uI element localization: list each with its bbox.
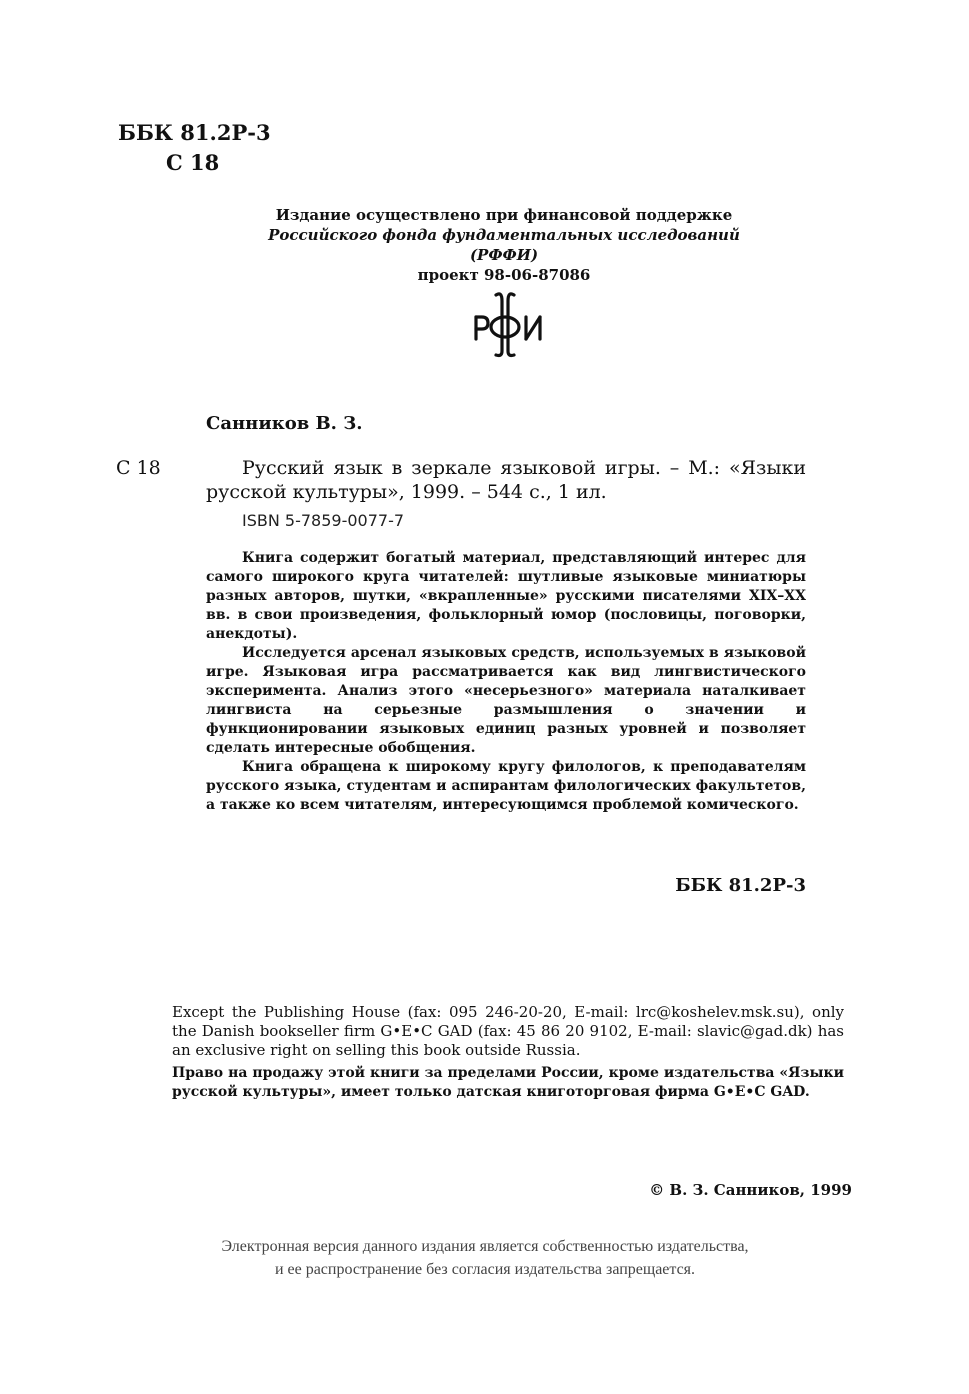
notice-line: Электронная версия данного издания является собственностью издательства,: [221, 1238, 749, 1255]
distribution-rights: [172, 1003, 844, 1106]
author-name: Санников В. З.: [206, 413, 363, 434]
funding-notice: [200, 205, 808, 285]
annotation-paragraph: Книга содержит богатый материал, представляющий интерес для самого широкого круга читателей: шутливые языковые миниатюры разных авторов, шутки, «вкрапленные» русскими писателями XIX–XX вв. в свои произведения, фольклорный юмор (пословицы, поговорки, анекдоты).: [206, 550, 806, 642]
annotation-paragraph: Книга обращена к широкому кругу филологов, к преподавателям русского языка, студентам и аспирантам филологических факультетов, а также ко всем читателям, интересующимся проблемой комического.: [206, 759, 806, 813]
rights-english: Except the Publishing House (fax: 095 246-20-20, E-mail: lrc@koshelev.msk.su), only the Danish bookseller firm G•E•C GAD (fax: 45 86 20 9102, E-mail: slavic@gad.dk) has an exclusive right on selling this book outside Russia.: [172, 1003, 844, 1059]
author-mark-line: С 18: [166, 150, 220, 175]
fund-abbreviation: (РФФИ): [469, 246, 539, 264]
rffi-logo-icon: [468, 289, 546, 359]
electronic-version-notice: [150, 1235, 820, 1281]
annotation-paragraph: Исследуется арсенал языковых средств, используемых в языковой игре. Языковая игра рассматривается как вид лингвистического эксперимента. Анализ этого «несерьезного» материала наталкивает лингвиста на серьезные размышления о значении и функционировании языковых единиц разных уровней и позволяет сделать интересные обобщения.: [206, 645, 806, 756]
copyright-line: © В. З. Санников, 1999: [649, 1181, 852, 1199]
isbn: ISBN 5-7859-0077-7: [242, 511, 405, 530]
bibliographic-title: Русский язык в зеркале языковой игры. – М.: «Языки русской культуры», 1999. – 544 с., 1 ил.: [206, 457, 806, 503]
funding-line: Издание осуществлено при финансовой поддержке: [275, 206, 733, 224]
annotation: [206, 549, 806, 815]
left-margin-code: С 18: [116, 457, 161, 479]
bbk-code-block: [118, 118, 271, 178]
notice-line: и ее распространение без согласия издательства запрещается.: [274, 1261, 696, 1278]
bbk-code-bottom: ББК 81.2Р-3: [675, 875, 806, 896]
rights-russian: Право на продажу этой книги за пределами России, кроме издательства «Языки русской культуры», имеет только датская книготорговая фирма G•E•C GAD.: [172, 1065, 844, 1100]
project-number: проект 98-06-87086: [417, 266, 591, 284]
bbk-code-line: ББК 81.2Р-3: [118, 120, 271, 145]
fund-name-line: Российского фонда фундаментальных исследований: [268, 226, 740, 244]
